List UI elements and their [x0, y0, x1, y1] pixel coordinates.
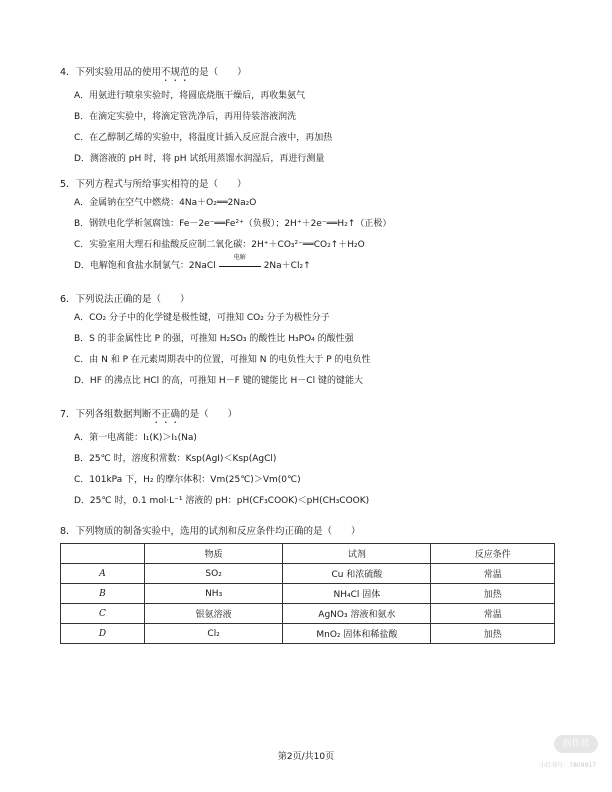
watermark-text: 小红书号：7809917	[539, 762, 596, 769]
question-8	[60, 525, 560, 544]
emphasis-incorrect: 不正确	[151, 409, 181, 420]
table-cell: 常温	[431, 604, 555, 624]
q4-option-c: C．在乙醇制乙烯的实验中，将温度计插入反应混合液中，再加热	[74, 133, 333, 143]
page-footer: 第2页/共10页	[277, 752, 335, 762]
table-cell: A	[61, 564, 145, 584]
table-row	[61, 624, 555, 644]
table-cell: 加热	[431, 624, 555, 644]
q4-option-d: D．测溶液的 pH 时，将 pH 试纸用蒸馏水润湿后，再进行测量	[74, 154, 325, 164]
table-cell: B	[61, 584, 145, 604]
q7-option-d: D．25℃ 时，0.1 mol·L⁻¹ 溶液的 pH：pH(CF₃COOK)＜pH(CH₃COOK)	[74, 496, 370, 506]
table-header: 试剂	[283, 544, 431, 564]
table-cell: 加热	[431, 584, 555, 604]
q7-option-b: B．25℃ 时，溶度积常数：Ksp(AgI)＜Ksp(AgCl)	[74, 454, 277, 464]
question-7-stem: 7．下列各组数据判断不正确的是（ ）	[60, 409, 238, 420]
table-header-row	[61, 544, 555, 564]
question-7	[60, 408, 560, 516]
electrolysis-arrow	[219, 253, 261, 271]
emphasis-not-standard: 不规范	[161, 67, 190, 78]
table-cell: C	[61, 604, 145, 624]
q6-option-a: A．CO₂ 分子中的化学键是极性键，可推知 CO₂ 分子为极性分子	[74, 313, 330, 323]
table-row	[61, 604, 555, 624]
electrolysis-condition: 电解	[233, 253, 246, 261]
q6-option-d: D．HF 的沸点比 HCl 的高，可推知 H－F 键的键能比 H－Cl 键的键能大	[74, 376, 363, 386]
q5-option-b: B．钢铁电化学析氢腐蚀：Fe－2e⁻══Fe²⁺（负极）；2H⁺＋2e⁻══H₂↑（正极）	[74, 219, 392, 229]
question-5	[60, 178, 560, 281]
watermark-badge: 创作营	[554, 735, 598, 753]
table-cell: SO₂	[144, 564, 282, 584]
question-5-stem: 5．下列方程式与所给事实相符的是（ ）	[60, 179, 247, 190]
reagent-table	[60, 543, 555, 644]
q7-option-c: C．101kPa 下，H₂ 的摩尔体积：Vm(25℃)＞Vm(0℃)	[74, 475, 301, 485]
table-cell: 银氨溶液	[144, 604, 282, 624]
table-header: 反应条件	[431, 544, 555, 564]
question-4-stem: 4．下列实验用品的使用不规范的是（ ）	[60, 67, 247, 78]
table-cell: D	[61, 624, 145, 644]
table-cell: MnO₂ 固体和稀盐酸	[283, 624, 431, 644]
table-header	[61, 544, 145, 564]
question-8-stem: 8．下列物质的制备实验中，选用的试剂和反应条件均正确的是（ ）	[60, 526, 361, 537]
table-cell: NH₄Cl 固体	[283, 584, 431, 604]
question-6	[60, 293, 560, 396]
q7-option-a: A．第一电离能：I₁(K)＞I₁(Na)	[74, 433, 197, 443]
q4-option-a: A．用氨进行喷泉实验时，将圆底烧瓶干燥后，再收集氨气	[74, 91, 306, 101]
table-row	[61, 584, 555, 604]
table-cell: Cl₂	[144, 624, 282, 644]
q6-option-b: B．S 的非金属性比 P 的强，可推知 H₂SO₃ 的酸性比 H₃PO₄ 的酸性强	[74, 334, 354, 344]
q5-option-d: D．电解饱和食盐水制氯气：2NaCl 电解 2Na＋Cl₂↑	[74, 253, 311, 271]
table-cell: Cu 和浓硫酸	[283, 564, 431, 584]
q4-option-b: B．在滴定实验中，将滴定管洗净后，再用待装溶液润洗	[74, 112, 297, 122]
question-6-stem: 6．下列说法正确的是（ ）	[60, 294, 190, 305]
table-cell: NH₃	[144, 584, 282, 604]
q6-option-c: C．由 N 和 P 在元素周期表中的位置，可推知 N 的电负性大于 P 的电负性	[74, 355, 371, 365]
q5-option-c: C．实验室用大理石和盐酸反应制二氧化碳：2H⁺＋CO₃²⁻══CO₂↑＋H₂O	[74, 240, 365, 250]
table-cell: 常温	[431, 564, 555, 584]
question-4	[60, 66, 560, 174]
table-row	[61, 564, 555, 584]
table-header: 物质	[144, 544, 282, 564]
table-cell: AgNO₃ 溶液和氨水	[283, 604, 431, 624]
q5-option-a: A．金属钠在空气中燃烧：4Na＋O₂══2Na₂O	[74, 198, 257, 208]
